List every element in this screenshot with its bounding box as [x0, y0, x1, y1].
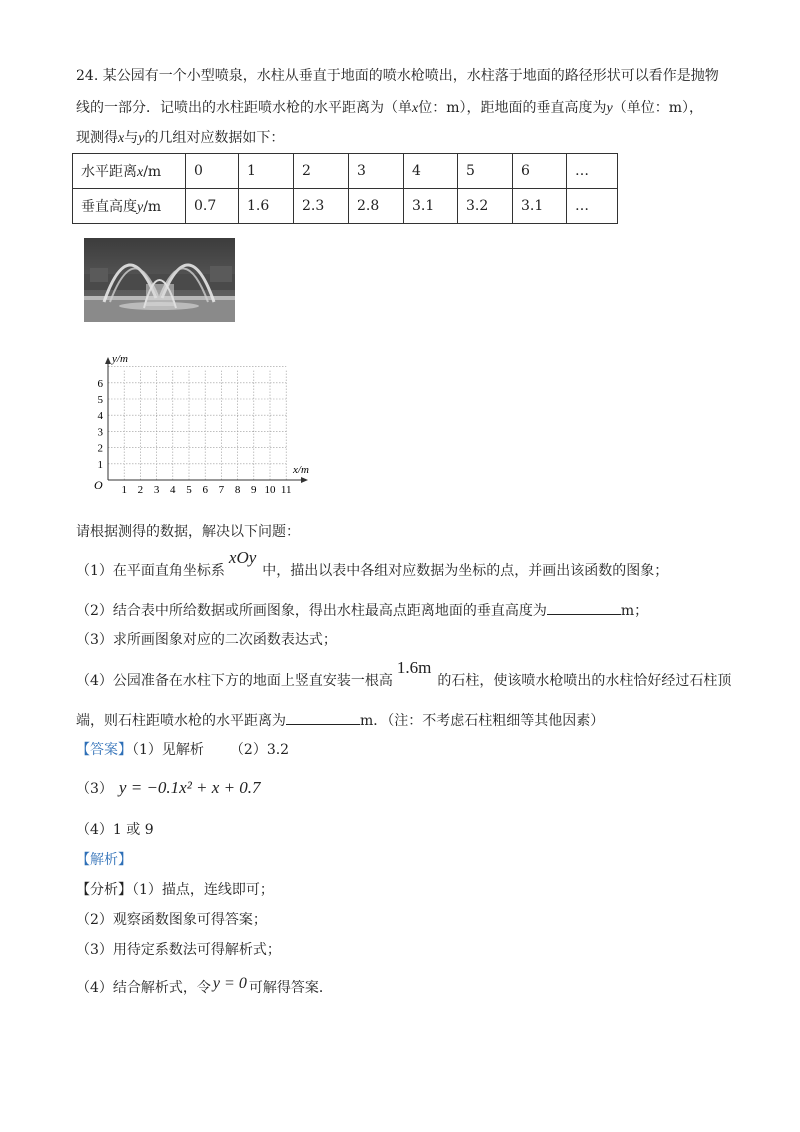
analysis-line-4: [76, 975, 333, 998]
y-tick-label: 5: [97, 394, 103, 406]
part-4-line-1: [76, 658, 732, 691]
p4-b: 的石柱，使该喷水枪喷出的水柱恰好经过石柱顶: [437, 673, 732, 689]
table-cell: 2.3: [294, 189, 349, 224]
table-cell: 2.8: [349, 189, 404, 224]
row1-header: 水平距离x/m: [73, 154, 186, 189]
data-table: [72, 153, 618, 224]
table-cell: 0: [186, 154, 239, 189]
y-tick-label: 1: [97, 458, 103, 471]
p1-a: （1）在平面直角坐标系: [76, 563, 225, 579]
x-tick-label: 3: [153, 484, 160, 496]
p2-b: m；: [620, 603, 649, 619]
p4-d: m．（注：不考虑石柱粗细等其他因素）: [360, 713, 605, 729]
q3-b: 与: [124, 130, 139, 146]
question-line-3: [76, 128, 284, 149]
question-line-1: 24. 某公园有一个小型喷泉，水柱从垂直于地面的喷水枪喷出，水柱落于地面的路径形状可以看作是抛物: [76, 68, 719, 84]
table-cell: 3.1: [513, 189, 567, 224]
p4-math: 1.6m: [396, 658, 432, 677]
answer-3: [76, 778, 261, 799]
coordinate-grid: [86, 350, 326, 500]
analysis-line-3: （3）用待定系数法可得解析式；: [76, 942, 281, 958]
answer-4: （4）1 或 9: [76, 822, 154, 838]
y-tick-label: 2: [97, 442, 103, 455]
part-3: （3）求所画图象对应的二次函数表达式；: [76, 632, 337, 648]
f4-math: y = 0: [212, 975, 247, 992]
table-row-y: [73, 189, 618, 224]
y-axis-label: y/m: [112, 353, 128, 365]
q2-b: 位：m），距地面的垂直高度为: [418, 100, 607, 116]
p4-c: 端，则石柱距喷水枪的水平距离为: [76, 713, 286, 729]
fenxi-tag: 【分析】: [76, 882, 132, 898]
f4-a: （4）结合解析式，令: [76, 980, 211, 996]
question-line-2: [76, 98, 703, 119]
analysis-f1: （1）描点，连线即可；: [132, 882, 274, 898]
q3-y: y: [138, 131, 145, 146]
x-tick-label: 8: [234, 484, 241, 496]
y-axis-arrow: [105, 357, 111, 364]
fountain-illustration: [84, 238, 235, 322]
row2-header: 垂直高度y/m: [73, 189, 186, 224]
q2-y: y: [606, 101, 613, 116]
table-cell: 4: [404, 154, 458, 189]
table-cell: …: [567, 189, 618, 224]
p2-a: （2）结合表中所给数据或所画图象，得出水柱最高点距离地面的垂直高度为: [76, 603, 547, 619]
answer-blank-4[interactable]: [286, 710, 360, 725]
x-axis-label: x/m: [293, 464, 309, 476]
table-cell: 0.7: [186, 189, 239, 224]
origin-label: O: [94, 478, 103, 492]
x-axis-arrow: [301, 477, 308, 483]
analysis-line-2: （2）观察函数图象可得答案；: [76, 912, 267, 928]
q3-x: x: [118, 131, 125, 146]
q2-a: 线的一部分．记喷出的水柱距喷水枪的水平距离为（单: [76, 100, 412, 116]
x-tick-label: 2: [137, 484, 144, 496]
answer-line: [76, 740, 289, 760]
y-tick-labels: [98, 378, 104, 471]
table-cell: 6: [513, 154, 567, 189]
analysis-tag: 【解析】: [76, 852, 132, 868]
q3-c: 的几组对应数据如下：: [144, 130, 285, 146]
p1-b: 中，描出以表中各组对应数据为坐标的点，并画出该函数的图象；: [262, 563, 669, 579]
table-cell: 1.6: [239, 189, 294, 224]
answer-1: （1）见解析: [132, 742, 204, 758]
part-4-line-2: [76, 710, 604, 731]
x-tick-label: 5: [186, 484, 192, 496]
x-tick-label: 9: [251, 484, 257, 496]
x-tick-label: 4: [170, 484, 176, 496]
answer-3-label: （3）: [76, 781, 113, 797]
q2-c: （单位：m），: [612, 100, 703, 116]
answer-tag: 【答案】: [76, 742, 132, 758]
q2-x: x: [412, 101, 419, 116]
p1-math: xOy: [228, 548, 257, 567]
x-tick-label: 11: [280, 484, 292, 496]
f4-b: 可解得答案．: [248, 980, 333, 996]
answer-blank-2[interactable]: [547, 600, 621, 615]
x-tick-label: 6: [202, 484, 208, 496]
x-tick-label: 7: [218, 484, 225, 496]
table-cell: 3.1: [404, 189, 458, 224]
x-tick-labels: [121, 484, 291, 496]
table-row-x: [73, 154, 618, 189]
y-tick-label: 6: [97, 377, 103, 390]
part-2: [76, 600, 648, 621]
instructions: 请根据测得的数据，解决以下问题：: [76, 524, 300, 540]
table-cell: …: [567, 154, 618, 189]
answer-2: （2）3.2: [229, 742, 290, 758]
p4-a: （4）公园准备在水柱下方的地面上竖直安装一根高: [76, 673, 393, 689]
q3-a: 现测得: [76, 130, 118, 146]
answer-3-formula: y = −0.1x² + x + 0.7: [118, 778, 261, 797]
x-tick-label: 10: [264, 484, 276, 496]
fountain-photo: [84, 238, 235, 322]
grid-lines: [108, 367, 286, 480]
table-cell: 1: [239, 154, 294, 189]
table-cell: 3: [349, 154, 404, 189]
part-1: [76, 548, 669, 581]
table-cell: 2: [294, 154, 349, 189]
y-tick-label: 4: [97, 410, 103, 423]
y-tick-label: 3: [97, 426, 103, 439]
table-cell: 5: [458, 154, 513, 189]
analysis-line-1: [76, 880, 274, 900]
table-cell: 3.2: [458, 189, 513, 224]
x-tick-label: 1: [121, 484, 127, 496]
